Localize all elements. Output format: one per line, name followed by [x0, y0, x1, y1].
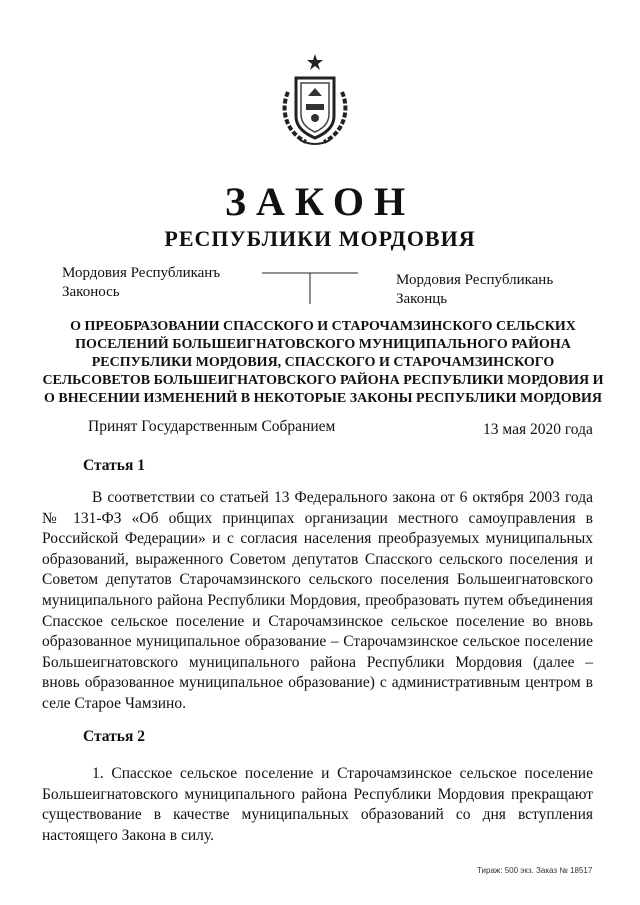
- document-title: ЗАКОН: [224, 179, 416, 224]
- header-divider: [262, 270, 358, 306]
- article-2-heading: Статья 2: [83, 728, 145, 745]
- coat-of-arms-icon: [270, 52, 360, 148]
- print-info: Тираж: 500 экз. Заказ № 18517: [477, 866, 593, 875]
- article-1-heading: Статья 1: [83, 457, 145, 474]
- law-name: О ПРЕОБРАЗОВАНИИ СПАССКОГО И СТАРОЧАМЗИНСКОГО СЕЛЬСКИХ ПОСЕЛЕНИЙ БОЛЬШЕИГНАТОВСКОГО МУНИЦИПАЛЬНОГО РАЙОНА РЕСПУБЛИКИ МОРДОВИЯ, СПАССКОГО И СТАРОЧАМЗИНСКОГО СЕЛЬСОВЕТОВ БОЛЬШЕИГНАТОВСКОГО РАЙОНА РЕСПУБЛИКИ МОРДОВИЯ И О ВНЕСЕНИИ ИЗМЕНЕНИЙ В НЕКОТОРЫЕ ЗАКОНЫ РЕСПУБЛИКИ МОРДОВИЯ: [42, 319, 604, 406]
- article-1-text: В соответствии со статьей 13 Федерального закона от 6 октября 2003 года № 131-ФЗ «Об общих принципах организации местного самоуправления в Российской Федерации» и с согласия населения преобразуемых муниципальных образований, выраженного Советом депутатов Спасского сельского поселения и Советом депутатов Старочамзинского сельского поселения Большеигнатовского муниципального района Республики Мордовия, преобразовать путем объединения Спасское сельское поселение и Старочамзинское сельское поселение во вновь образованное муниципальное образование – Старочамзинское сельское поселение Большеигнатовского муниципального района Республики Мордовия (далее – вновь образованное муниципальное образование) с административным центром в селе Старое Чамзино.: [42, 489, 593, 712]
- document-subtitle: РЕСПУБЛИКИ МОРДОВИЯ: [164, 226, 476, 251]
- title-erzya: Мордовия Республикань Законць: [396, 272, 554, 307]
- title-moksha: Мордовия Республиканъ Законось: [62, 265, 221, 300]
- article-2-text: 1. Спасское сельское поселение и Старочамзинское сельское поселение Большеигнатовского муниципального района Республики Мордовия прекращают существование в качестве муниципальных образований со дня вступления настоящего Закона в силу.: [42, 765, 593, 844]
- adopted-date: 13 мая 2020 года: [483, 421, 593, 438]
- adopted-by: Принят Государственным Собранием: [88, 418, 336, 435]
